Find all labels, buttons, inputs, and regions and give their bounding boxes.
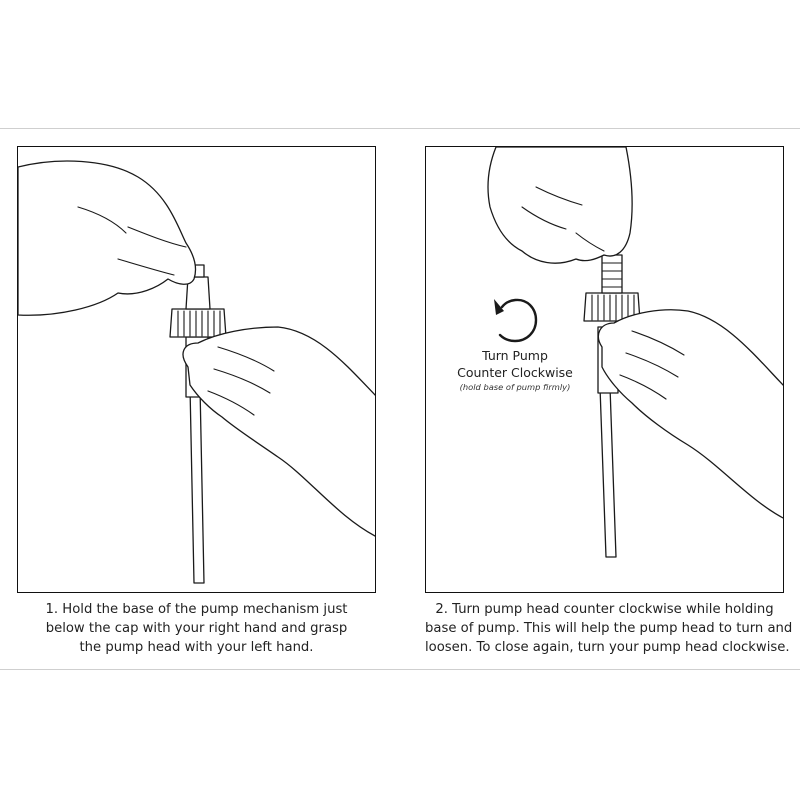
- caption-line: 1. Hold the base of the pump mechanism just: [45, 602, 348, 617]
- caption-line: below the cap with your right hand and grasp: [45, 621, 348, 636]
- annotation-line-2: Counter Clockwise: [457, 365, 573, 380]
- dip-tube: [190, 387, 204, 583]
- caption-line: loosen. To close again, turn your pump head clockwise.: [425, 640, 790, 655]
- caption-line: base of pump. This will help the pump head to turn and: [425, 621, 793, 636]
- left-hand: [488, 147, 632, 263]
- right-hand: [183, 327, 376, 537]
- counter-clockwise-arrow-icon: [488, 293, 542, 345]
- annotation-note: (hold base of pump firmly): [459, 382, 571, 392]
- rotation-annotation: [440, 347, 590, 394]
- dip-tube: [600, 387, 616, 557]
- step-1-illustration: [17, 146, 376, 593]
- left-hand: [18, 161, 196, 315]
- annotation-line-1: Turn Pump: [482, 348, 548, 363]
- caption-line: the pump head with your left hand.: [79, 640, 314, 655]
- caption-line: 2. Turn pump head counter clockwise while holding: [435, 602, 774, 617]
- right-hand: [598, 310, 784, 519]
- step-2-caption: [425, 600, 793, 657]
- step-1-caption: [17, 600, 376, 657]
